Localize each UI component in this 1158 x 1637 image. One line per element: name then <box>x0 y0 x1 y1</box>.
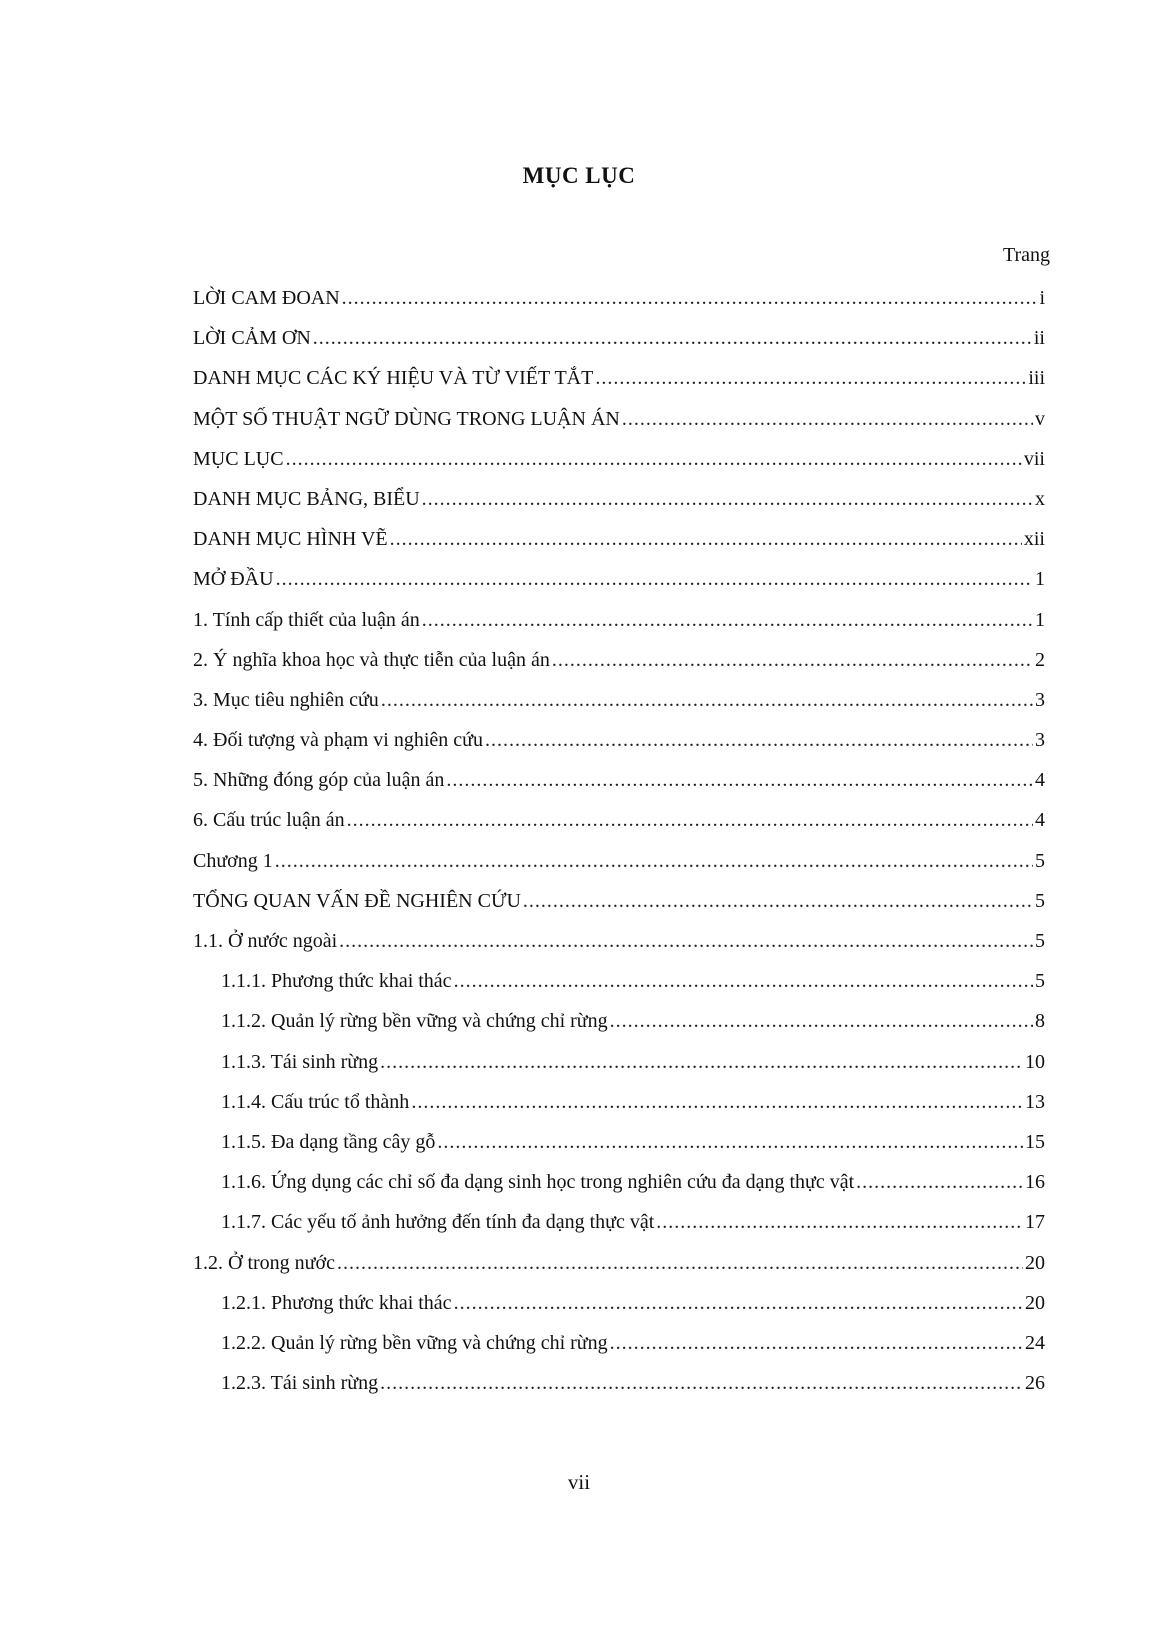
toc-entry <box>193 559 1045 599</box>
toc-entry <box>193 439 1045 479</box>
toc-entry-page: 10 <box>1025 1050 1045 1073</box>
toc-entry-page: 13 <box>1025 1090 1045 1113</box>
toc-entry-page: 1 <box>1035 568 1045 591</box>
toc-leader-dots <box>347 800 1033 840</box>
toc-entry <box>193 680 1045 720</box>
toc-leader-dots <box>610 1001 1033 1041</box>
toc-entry-label: 1.1.6. Ứng dụng các chỉ số đa dạng sinh học trong nghiên cứu đa dạng thực vật <box>221 1171 855 1194</box>
toc-leader-dots <box>422 479 1033 519</box>
toc-entry-label: DANH MỤC BẢNG, BIỂU <box>193 487 420 510</box>
toc-entry-page: 24 <box>1025 1331 1045 1354</box>
toc-entry-label: 6. Cấu trúc luận án <box>193 809 345 832</box>
toc-leader-dots <box>422 600 1033 640</box>
toc-entry-page: 20 <box>1025 1251 1045 1274</box>
toc-leader-dots <box>454 1283 1023 1323</box>
table-of-contents <box>193 278 1045 1403</box>
toc-entry-page: xii <box>1023 528 1045 551</box>
toc-entry <box>193 278 1045 318</box>
toc-entry <box>193 961 1045 1001</box>
toc-entry-page: i <box>1039 287 1045 309</box>
toc-leader-dots <box>454 961 1033 1001</box>
toc-entry <box>193 720 1045 760</box>
toc-entry-page: 16 <box>1025 1171 1045 1194</box>
toc-leader-dots <box>610 1323 1023 1363</box>
toc-entry-page: 20 <box>1025 1291 1045 1314</box>
toc-entry-label: 1.2.1. Phương thức khai thác <box>221 1291 452 1314</box>
toc-entry <box>193 841 1045 881</box>
toc-entry-page: 2 <box>1035 648 1045 671</box>
toc-entry <box>193 1122 1045 1162</box>
page-number: vii <box>567 1470 591 1494</box>
toc-leader-dots <box>656 1202 1023 1242</box>
toc-entry <box>193 640 1045 680</box>
toc-leader-dots <box>380 1042 1023 1082</box>
toc-entry <box>193 1283 1045 1323</box>
toc-leader-dots <box>342 278 1038 318</box>
toc-entry <box>193 1243 1045 1283</box>
toc-leader-dots <box>411 1082 1023 1122</box>
toc-entry-page: 5 <box>1035 849 1045 872</box>
toc-entry <box>193 760 1045 800</box>
toc-entry-label: 1. Tính cấp thiết của luận án <box>193 608 420 631</box>
toc-entry <box>193 600 1045 640</box>
toc-entry <box>193 358 1045 398</box>
toc-entry <box>193 1323 1045 1363</box>
toc-leader-dots <box>390 519 1022 559</box>
toc-entry-page: x <box>1035 487 1045 510</box>
toc-entry <box>193 881 1045 921</box>
page-column-label: Trang <box>1002 244 1050 266</box>
toc-entry-page: 4 <box>1035 769 1045 792</box>
toc-entry-label: 2. Ý nghĩa khoa học và thực tiễn của luận án <box>193 648 550 671</box>
toc-entry-label: 1.1. Ở nước ngoài <box>193 930 338 952</box>
toc-entry <box>193 479 1045 519</box>
toc-entry-label: 1.2. Ở trong nước <box>193 1251 335 1274</box>
toc-entry-page: 15 <box>1025 1130 1045 1153</box>
toc-leader-dots <box>380 1363 1023 1403</box>
toc-leader-dots <box>446 760 1033 800</box>
toc-entry-label: MỞ ĐẦU <box>193 568 274 591</box>
toc-leader-dots <box>337 1243 1023 1283</box>
toc-entry-label: TỔNG QUAN VẤN ĐỀ NGHIÊN CỨU <box>193 889 521 912</box>
toc-entry-page: 3 <box>1035 688 1045 711</box>
toc-entry <box>193 1001 1045 1041</box>
toc-entry <box>193 921 1045 961</box>
toc-entry <box>193 1042 1045 1082</box>
toc-entry-label: MỤC LỤC <box>193 447 284 470</box>
toc-entry-label: LỜI CẢM ƠN <box>193 327 311 350</box>
toc-leader-dots <box>276 559 1033 599</box>
toc-entry-page: 26 <box>1025 1372 1045 1395</box>
toc-leader-dots <box>523 881 1033 921</box>
toc-entry-page: iii <box>1028 367 1045 390</box>
toc-entry-page: 8 <box>1035 1010 1045 1033</box>
toc-leader-dots <box>856 1162 1023 1202</box>
toc-entry-page: 3 <box>1035 729 1045 752</box>
toc-entry-page: ii <box>1033 327 1045 350</box>
toc-entry-label: 3. Mục tiêu nghiên cứu <box>193 688 379 711</box>
toc-entry-label: DANH MỤC CÁC KÝ HIỆU VÀ TỪ VIẾT TẮT <box>193 367 594 390</box>
toc-entry-label: LỜI CAM ĐOAN <box>193 287 340 309</box>
toc-leader-dots <box>485 720 1033 760</box>
toc-entry <box>193 399 1045 439</box>
toc-entry-page: 5 <box>1035 970 1045 993</box>
toc-entry <box>193 318 1045 358</box>
toc-entry-label: 1.1.3. Tái sinh rừng <box>221 1050 379 1073</box>
toc-entry-label: 5. Những đóng góp của luận án <box>193 769 445 792</box>
toc-entry-label: DANH MỤC HÌNH VẼ <box>193 528 388 551</box>
toc-leader-dots <box>552 640 1033 680</box>
toc-entry <box>193 1162 1045 1202</box>
toc-entry-label: Chương 1 <box>193 849 273 872</box>
toc-leader-dots <box>381 680 1033 720</box>
toc-entry-label: 1.1.7. Các yếu tố ảnh hưởng đến tính đa dạng thực vật <box>221 1211 655 1234</box>
toc-entry <box>193 800 1045 840</box>
toc-entry-label: MỘT SỐ THUẬT NGỮ DÙNG TRONG LUẬN ÁN <box>193 407 620 430</box>
toc-entry <box>193 519 1045 559</box>
toc-entry-page: 1 <box>1035 608 1045 631</box>
toc-leader-dots <box>313 318 1032 358</box>
toc-entry-page: 17 <box>1025 1211 1045 1234</box>
toc-leader-dots <box>595 358 1026 398</box>
toc-entry-label: 1.2.3. Tái sinh rừng <box>221 1372 379 1395</box>
toc-leader-dots <box>339 921 1033 961</box>
toc-entry-page: 5 <box>1035 930 1045 952</box>
toc-entry-page: 4 <box>1035 809 1045 832</box>
toc-entry-page: v <box>1035 407 1045 430</box>
page-title: MỤC LỤC <box>522 163 636 188</box>
toc-entry-page: vii <box>1023 447 1045 470</box>
toc-entry-page: 5 <box>1035 889 1045 912</box>
toc-entry-label: 1.1.1. Phương thức khai thác <box>221 970 452 993</box>
toc-entry <box>193 1363 1045 1403</box>
toc-leader-dots <box>275 841 1033 881</box>
toc-leader-dots <box>622 399 1033 439</box>
toc-entry-label: 4. Đối tượng và phạm vi nghiên cứu <box>193 729 483 752</box>
toc-entry-label: 1.1.2. Quản lý rừng bền vững và chứng chỉ rừng <box>221 1010 608 1033</box>
toc-entry <box>193 1082 1045 1122</box>
toc-leader-dots <box>437 1122 1023 1162</box>
toc-leader-dots <box>286 439 1022 479</box>
toc-entry-label: 1.1.5. Đa dạng tầng cây gỗ <box>221 1130 436 1153</box>
toc-entry-label: 1.2.2. Quản lý rừng bền vững và chứng chỉ rừng <box>221 1331 608 1354</box>
toc-entry-label: 1.1.4. Cấu trúc tổ thành <box>221 1090 410 1113</box>
toc-entry <box>193 1202 1045 1242</box>
